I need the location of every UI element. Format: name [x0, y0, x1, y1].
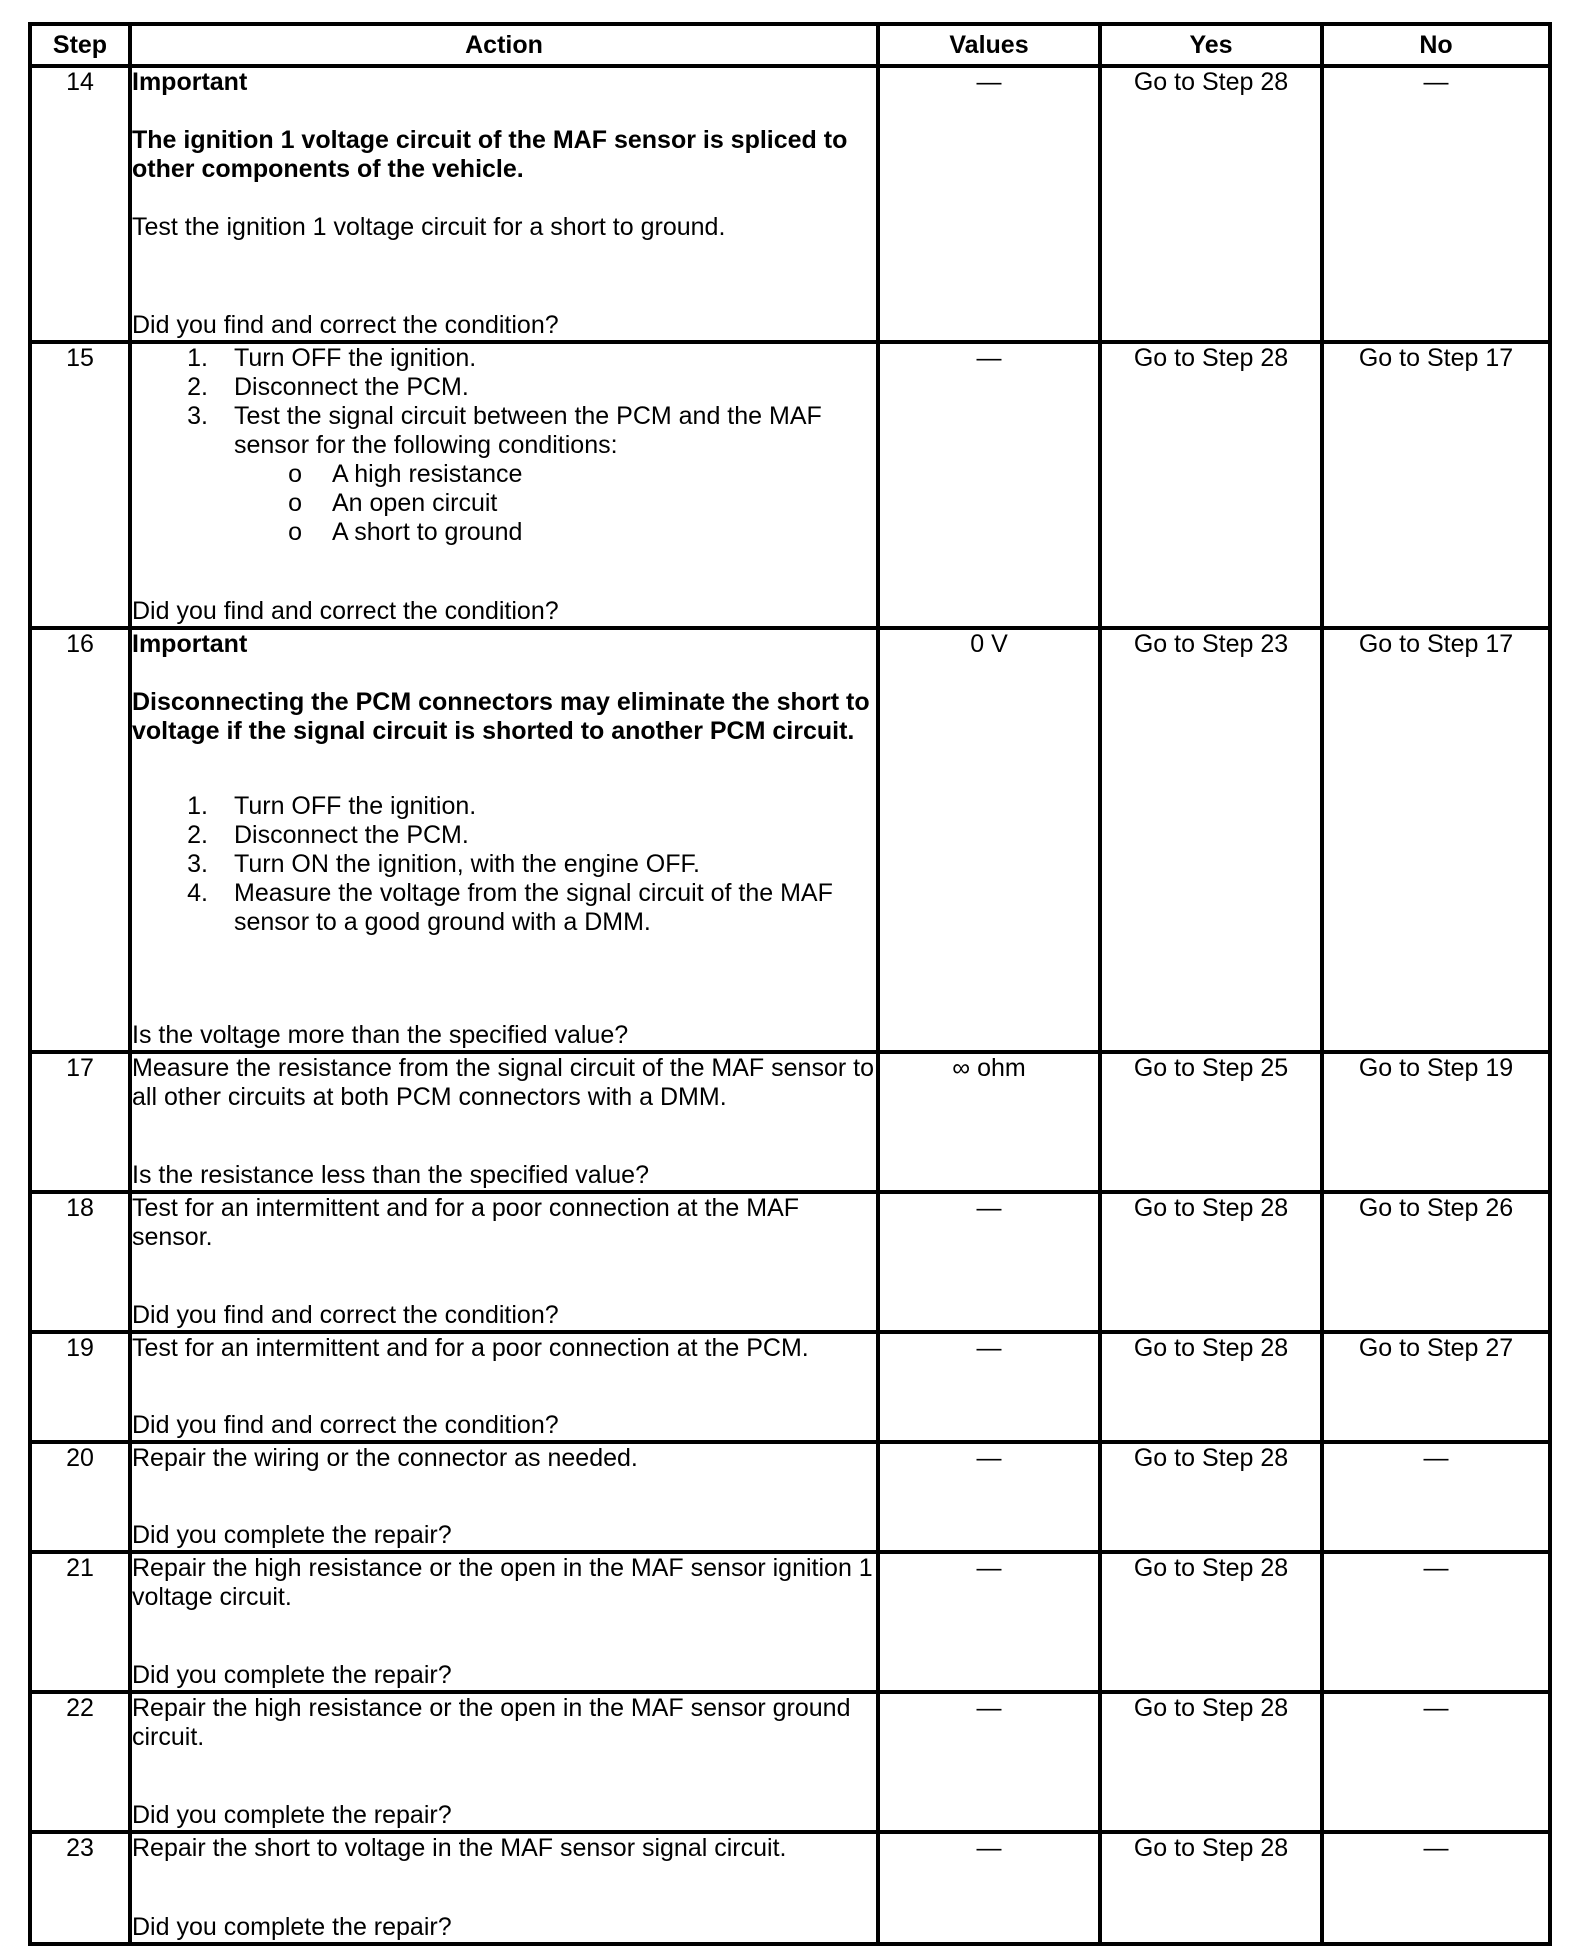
header-no: No — [1322, 24, 1550, 66]
values-cell: 0 V — [878, 628, 1100, 1052]
values-cell: — — [878, 1332, 1100, 1442]
no-cell: — — [1322, 1552, 1550, 1692]
list-item: 4. Measure the voltage from the signal circuit of the MAF sensor to a good ground with a DMM. — [187, 879, 833, 936]
header-values: Values — [878, 24, 1100, 66]
action-text: Measure the resistance from the signal circuit of the MAF sensor to all other circuits at both PCM connectors with a DMM. — [132, 1054, 874, 1111]
table-row — [30, 628, 1550, 1052]
numbered-steps — [132, 344, 876, 460]
action-text: Repair the high resistance or the open in the MAF sensor ignition 1 voltage circuit. — [132, 1554, 873, 1611]
action-question: Did you complete the repair? — [132, 1521, 452, 1549]
step-number: 22 — [30, 1692, 130, 1832]
action-text: Repair the short to voltage in the MAF sensor signal circuit. — [132, 1834, 787, 1862]
step-number: 21 — [30, 1552, 130, 1692]
step-number: 18 — [30, 1192, 130, 1332]
step-number: 17 — [30, 1052, 130, 1192]
important-note: Disconnecting the PCM connectors may eliminate the short to voltage if the signal circuit is shorted to another PCM circuit. — [132, 688, 870, 745]
step-number: 23 — [30, 1832, 130, 1944]
yes-cell: Go to Step 28 — [1100, 1332, 1322, 1442]
yes-cell: Go to Step 28 — [1100, 1192, 1322, 1332]
important-label: Important — [132, 630, 248, 658]
values-cell: — — [878, 1552, 1100, 1692]
action-cell — [130, 66, 878, 342]
action-text: Test for an intermittent and for a poor connection at the MAF sensor. — [132, 1194, 800, 1251]
no-cell: Go to Step 26 — [1322, 1192, 1550, 1332]
list-item: o An open circuit — [288, 489, 498, 517]
diagnostic-table — [28, 22, 1552, 1946]
table-row — [30, 66, 1550, 342]
yes-cell: Go to Step 28 — [1100, 1442, 1322, 1552]
header-row — [30, 24, 1550, 66]
header-action: Action — [130, 24, 878, 66]
table-row — [30, 1052, 1550, 1192]
action-text: Repair the high resistance or the open in the MAF sensor ground circuit. — [132, 1694, 851, 1751]
list-item: 1. Turn OFF the ignition. — [187, 344, 477, 372]
values-cell: ∞ ohm — [878, 1052, 1100, 1192]
action-cell — [130, 1692, 878, 1832]
yes-cell: Go to Step 28 — [1100, 342, 1322, 628]
yes-cell: Go to Step 28 — [1100, 1552, 1322, 1692]
no-cell: — — [1322, 66, 1550, 342]
table-row — [30, 342, 1550, 628]
values-cell: — — [878, 1832, 1100, 1944]
action-question: Did you find and correct the condition? — [132, 597, 559, 625]
no-cell: Go to Step 17 — [1322, 628, 1550, 1052]
action-text: Test for an intermittent and for a poor connection at the PCM. — [132, 1334, 809, 1362]
table-row — [30, 1192, 1550, 1332]
action-cell — [130, 1052, 878, 1192]
action-question: Did you complete the repair? — [132, 1801, 452, 1829]
action-question: Did you complete the repair? — [132, 1913, 452, 1941]
important-label: Important — [132, 68, 248, 96]
step-number: 16 — [30, 628, 130, 1052]
values-cell: — — [878, 1192, 1100, 1332]
yes-cell: Go to Step 25 — [1100, 1052, 1322, 1192]
action-cell — [130, 1832, 878, 1944]
action-cell — [130, 1552, 878, 1692]
yes-cell: Go to Step 28 — [1100, 1692, 1322, 1832]
values-cell: — — [878, 66, 1100, 342]
values-cell: — — [878, 342, 1100, 628]
action-text: Repair the wiring or the connector as needed. — [132, 1444, 638, 1472]
no-cell: Go to Step 27 — [1322, 1332, 1550, 1442]
step-number: 20 — [30, 1442, 130, 1552]
list-item: 1. Turn OFF the ignition. — [187, 792, 477, 820]
no-cell: — — [1322, 1832, 1550, 1944]
step-number: 14 — [30, 66, 130, 342]
list-item: 3. Turn ON the ignition, with the engine OFF. — [187, 850, 700, 878]
no-cell: — — [1322, 1442, 1550, 1552]
action-text: Test the ignition 1 voltage circuit for a short to ground. — [132, 213, 726, 241]
table-row — [30, 1332, 1550, 1442]
important-note: The ignition 1 voltage circuit of the MAF sensor is spliced to other components of the vehicle. — [132, 126, 848, 183]
action-question: Did you find and correct the condition? — [132, 1411, 559, 1439]
action-cell — [130, 1442, 878, 1552]
action-cell — [130, 1332, 878, 1442]
header-step: Step — [30, 24, 130, 66]
table-row — [30, 1832, 1550, 1944]
action-question: Did you find and correct the condition? — [132, 311, 559, 339]
action-question: Is the resistance less than the specified value? — [132, 1161, 649, 1189]
no-cell: Go to Step 19 — [1322, 1052, 1550, 1192]
header-yes: Yes — [1100, 24, 1322, 66]
list-item: o A high resistance — [288, 460, 523, 488]
list-item: o A short to ground — [288, 518, 523, 546]
yes-cell: Go to Step 28 — [1100, 66, 1322, 342]
numbered-steps — [132, 792, 876, 937]
list-item: 2. Disconnect the PCM. — [187, 821, 469, 849]
step-number: 19 — [30, 1332, 130, 1442]
list-item: 2. Disconnect the PCM. — [187, 373, 469, 401]
action-question: Did you find and correct the condition? — [132, 1301, 559, 1329]
table-row — [30, 1692, 1550, 1832]
table-row — [30, 1552, 1550, 1692]
action-cell — [130, 342, 878, 628]
no-cell: Go to Step 17 — [1322, 342, 1550, 628]
table-row — [30, 1442, 1550, 1552]
no-cell: — — [1322, 1692, 1550, 1832]
list-item: 3. Test the signal circuit between the PCM and the MAF sensor for the following conditions: — [187, 402, 822, 459]
action-cell — [130, 628, 878, 1052]
values-cell: — — [878, 1442, 1100, 1552]
action-cell — [130, 1192, 878, 1332]
step-number: 15 — [30, 342, 130, 628]
yes-cell: Go to Step 23 — [1100, 628, 1322, 1052]
values-cell: — — [878, 1692, 1100, 1832]
action-question: Did you complete the repair? — [132, 1661, 452, 1689]
yes-cell: Go to Step 28 — [1100, 1832, 1322, 1944]
action-question: Is the voltage more than the specified value? — [132, 1021, 629, 1049]
condition-bullets — [132, 460, 876, 547]
